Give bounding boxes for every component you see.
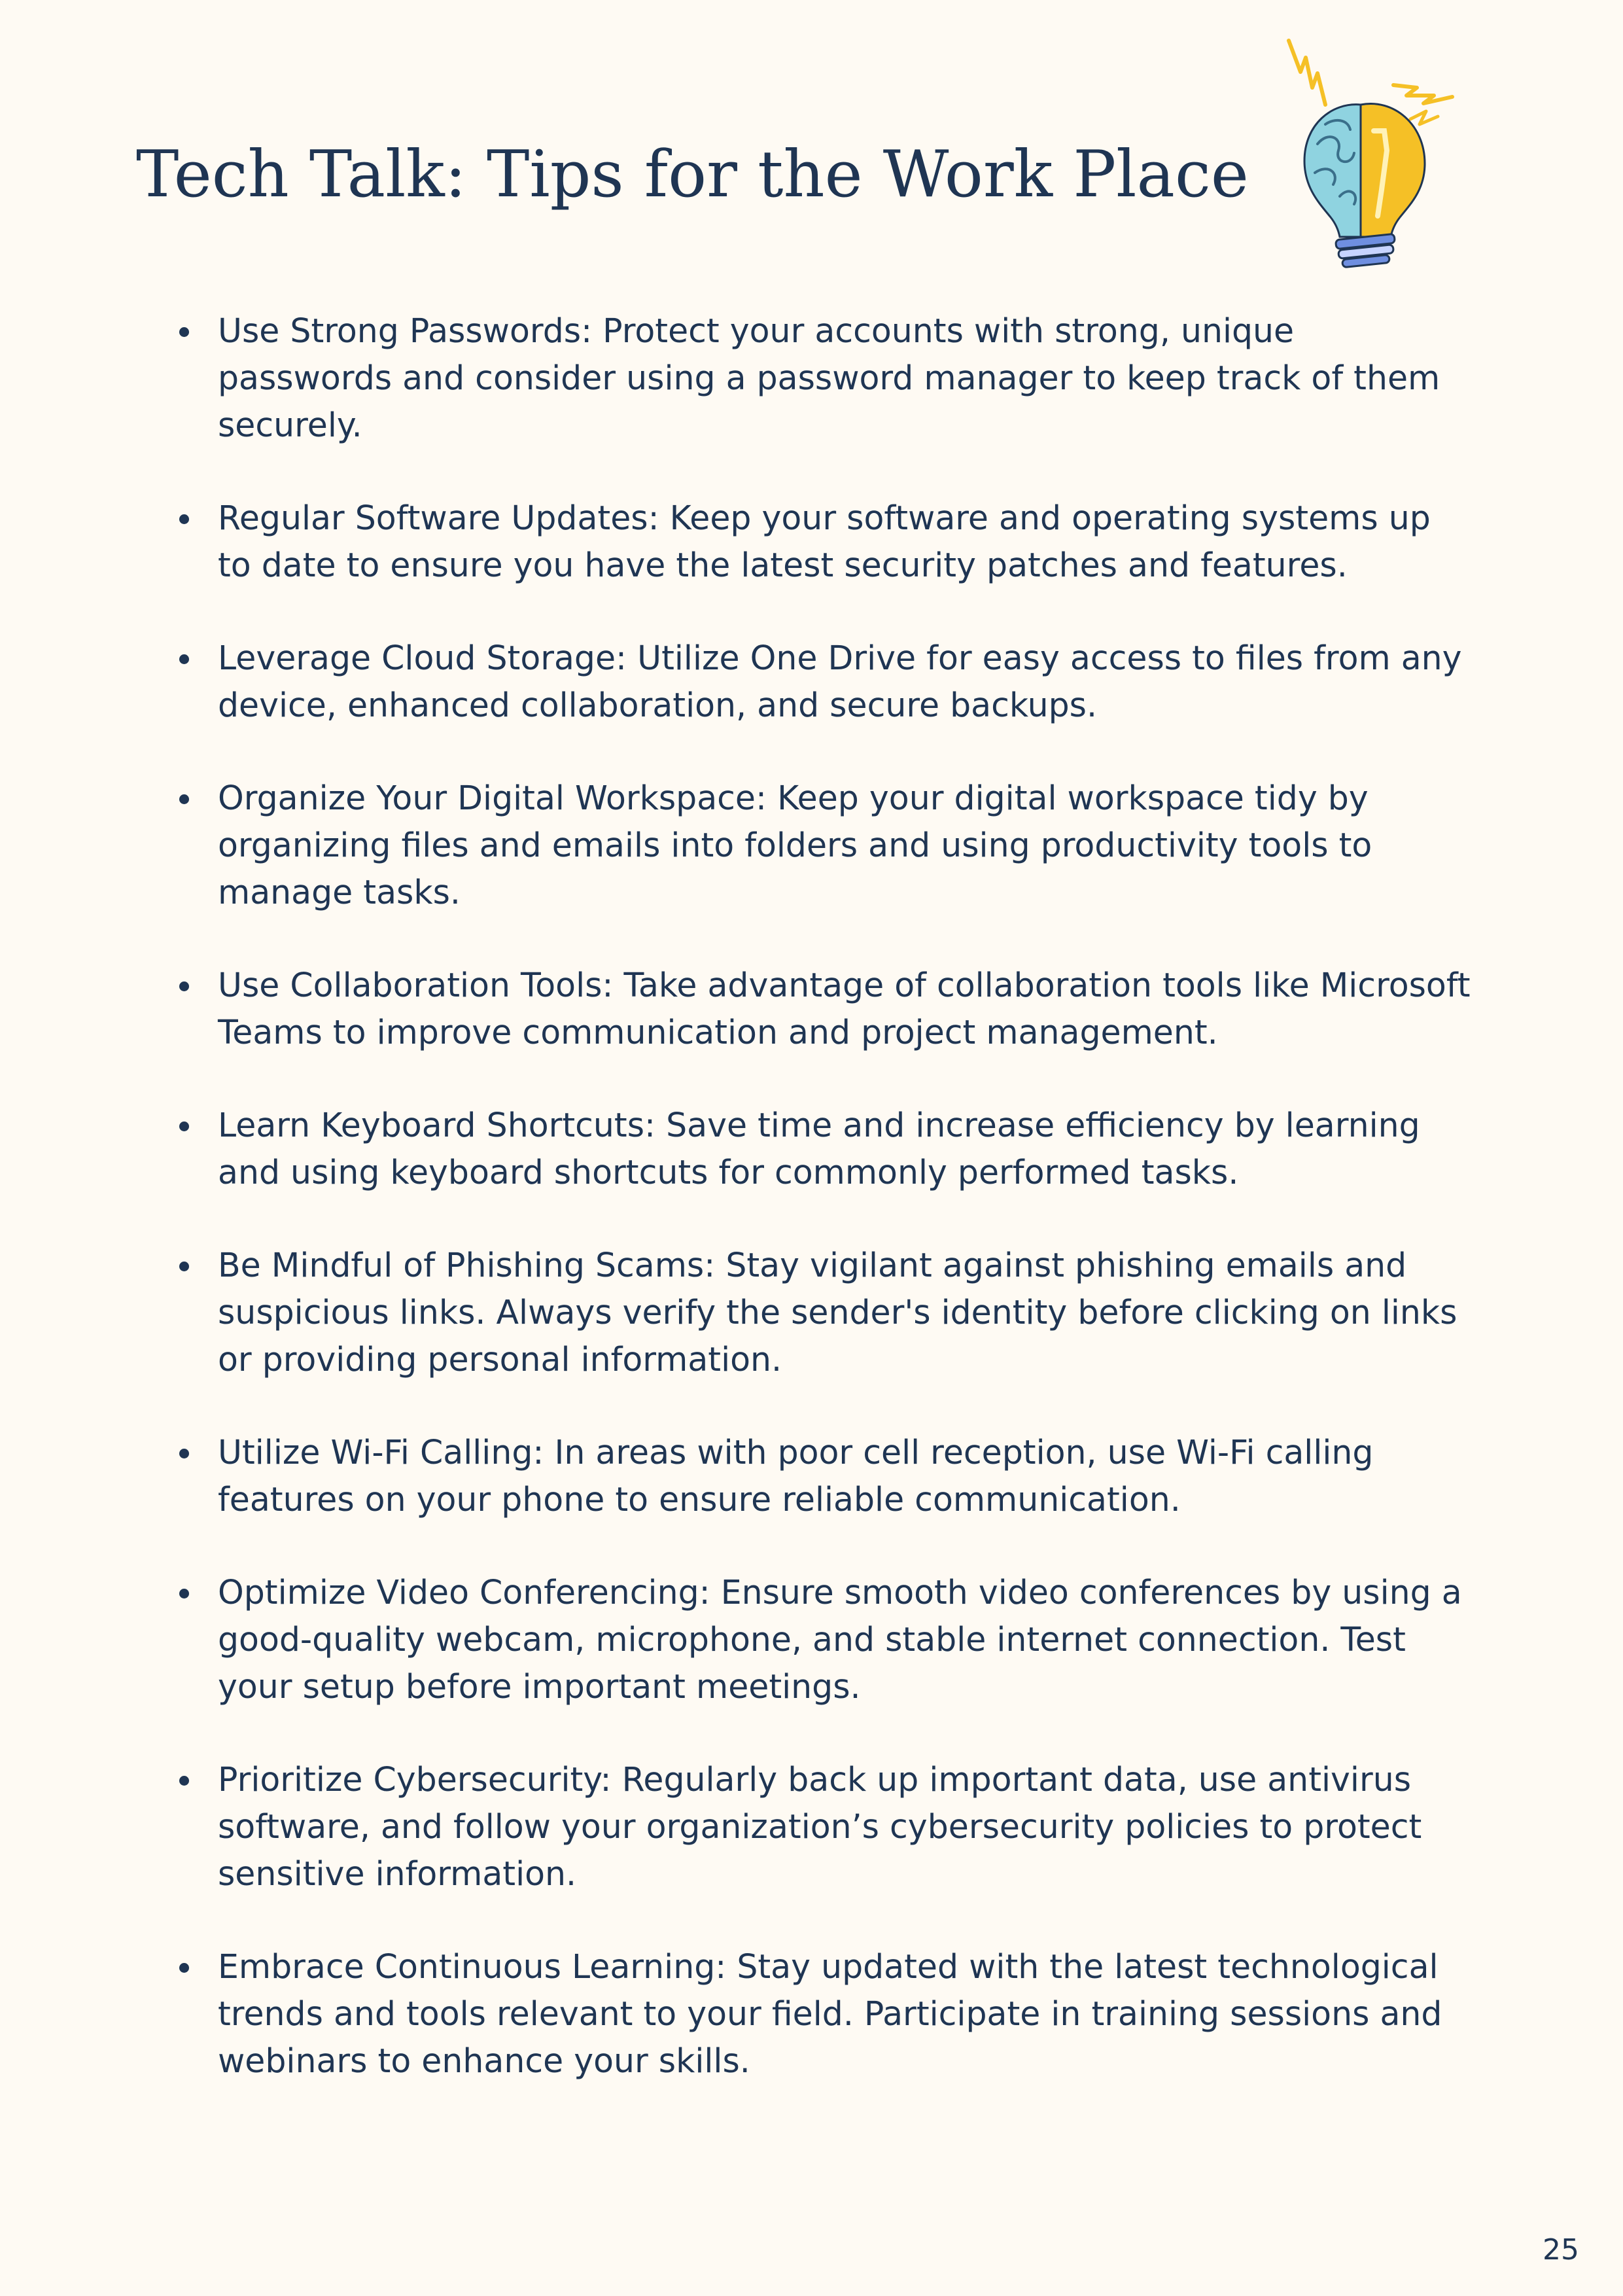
list-item: Use Collaboration Tools: Take advantage of collaboration tools like Microsoft Teams to improve communication and project management. [218,962,1474,1056]
list-item: Be Mindful of Phishing Scams: Stay vigilant against phishing emails and suspicious links. Always verify the sender's identity before clicking on links or providing personal information. [218,1242,1474,1383]
list-item: Leverage Cloud Storage: Utilize One Drive for easy access to files from any device, enhanced collaboration, and secure backups. [218,635,1474,729]
tips-list [218,308,1474,2130]
list-item: Organize Your Digital Workspace: Keep your digital workspace tidy by organizing files and emails into folders and using productivity tools to manage tasks. [218,775,1474,916]
list-item: Use Strong Passwords: Protect your accounts with strong, unique passwords and consider using a password manager to keep track of them securely. [218,308,1474,449]
list-item: Embrace Continuous Learning: Stay updated with the latest technological trends and tools relevant to your field. Participate in training sessions and webinars to enhance your skills. [218,1943,1474,2085]
list-item: Prioritize Cybersecurity: Regularly back up important data, use antivirus software, and follow your organization’s cybersecurity policies to protect sensitive information. [218,1756,1474,1898]
list-item: Optimize Video Conferencing: Ensure smooth video conferences by using a good-quality webcam, microphone, and stable internet connection. Test your setup before important meetings. [218,1569,1474,1710]
list-item: Learn Keyboard Shortcuts: Save time and increase efficiency by learning and using keyboard shortcuts for commonly performed tasks. [218,1102,1474,1196]
page-title: Tech Talk: Tips for the Work Place [136,137,1249,212]
list-item: Utilize Wi-Fi Calling: In areas with poor cell reception, use Wi-Fi calling features on your phone to ensure reliable communication. [218,1429,1474,1523]
list-item: Regular Software Updates: Keep your software and operating systems up to date to ensure you have the latest security patches and features. [218,495,1474,589]
page-number: 25 [1543,2233,1579,2267]
brain-lightbulb-icon [1263,33,1478,268]
